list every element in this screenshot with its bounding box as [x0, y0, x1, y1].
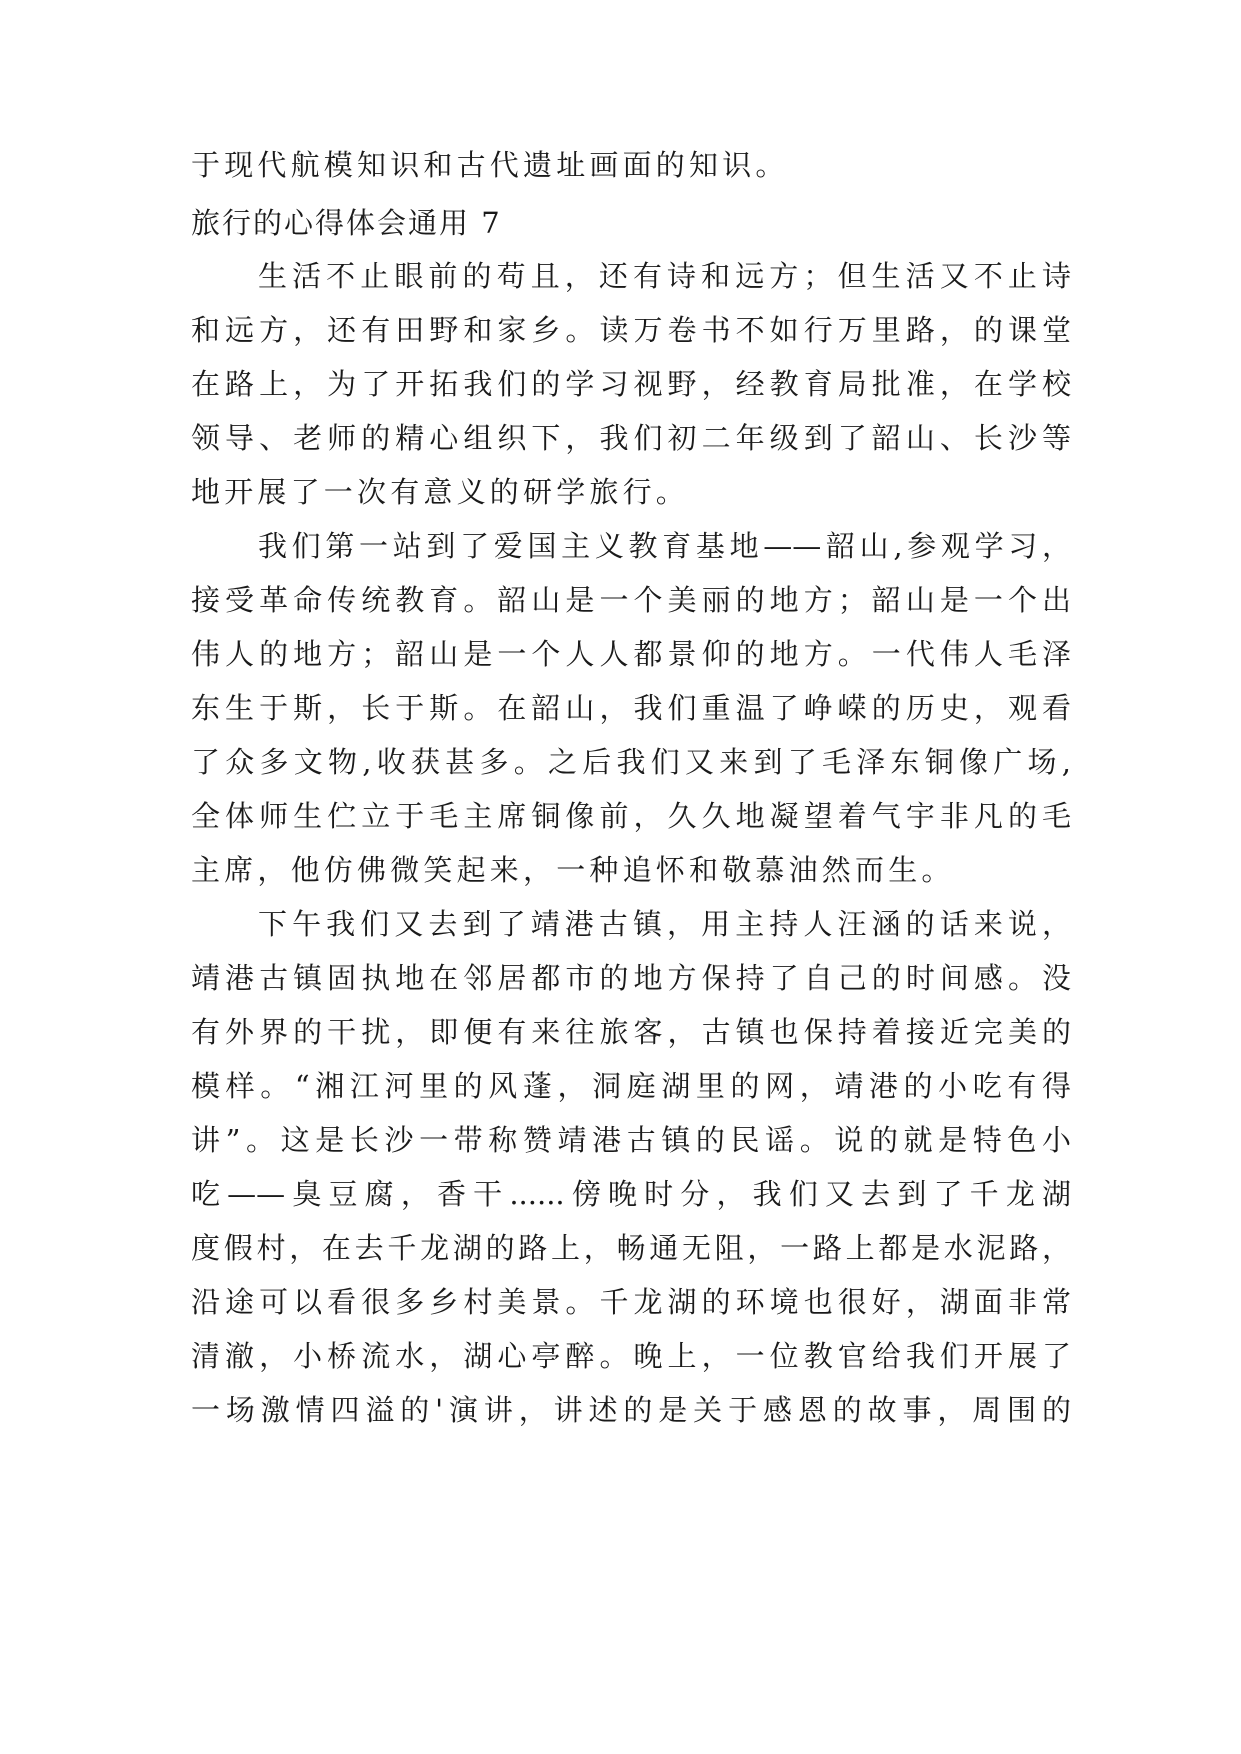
paragraph-line: 接受革命传统教育。韶山是一个美丽的地方；韶山是一个出 — [191, 583, 1071, 617]
paragraph-line: 吃——臭豆腐，香干......傍晚时分，我们又去到了千龙湖 — [191, 1177, 1071, 1211]
text-line: 于现代航模知识和古代遗址画面的知识。 — [191, 148, 789, 182]
paragraph-line: 东生于斯，长于斯。在韶山，我们重温了峥嵘的历史，观看 — [191, 691, 1071, 725]
paragraph-line: 我们第一站到了爱国主义教育基地——韶山,参观学习， — [258, 529, 1071, 563]
paragraph-line: 靖港古镇固执地在邻居都市的地方保持了自己的时间感。没 — [191, 961, 1071, 995]
paragraph-line: 一场激情四溢的'演讲，讲述的是关于感恩的故事，周围的 — [191, 1393, 1071, 1427]
paragraph-line: 了众多文物,收获甚多。之后我们又来到了毛泽东铜像广场, — [191, 745, 1071, 779]
paragraph-line: 领导、老师的精心组织下，我们初二年级到了韶山、长沙等 — [191, 421, 1071, 455]
paragraph-line: 全体师生伫立于毛主席铜像前，久久地凝望着气宇非凡的毛 — [191, 799, 1071, 833]
paragraph-line: 讲”。这是长沙一带称赞靖港古镇的民谣。说的就是特色小 — [191, 1123, 1071, 1157]
section-heading: 旅行的心得体会通用 7 — [191, 206, 502, 240]
paragraph-line: 下午我们又去到了靖港古镇，用主持人汪涵的话来说， — [258, 907, 1071, 941]
paragraph-line: 有外界的干扰，即便有来往旅客，古镇也保持着接近完美的 — [191, 1015, 1071, 1049]
paragraph-line: 生活不止眼前的苟且，还有诗和远方；但生活又不止诗 — [258, 259, 1071, 293]
paragraph-line: 清澈，小桥流水，湖心亭醉。晚上，一位教官给我们开展了 — [191, 1339, 1071, 1373]
paragraph-line: 在路上，为了开拓我们的学习视野，经教育局批准，在学校 — [191, 367, 1071, 401]
paragraph-line: 沿途可以看很多乡村美景。千龙湖的环境也很好，湖面非常 — [191, 1285, 1071, 1319]
paragraph-line: 地开展了一次有意义的研学旅行。 — [191, 475, 690, 509]
paragraph-line: 主席，他仿佛微笑起来，一种追怀和敬慕油然而生。 — [191, 853, 955, 887]
paragraph-line: 模样。“湘江河里的风蓬，洞庭湖里的网，靖港的小吃有得 — [191, 1069, 1071, 1103]
paragraph-line: 度假村，在去千龙湖的路上，畅通无阻，一路上都是水泥路， — [191, 1231, 1071, 1265]
paragraph-line: 和远方，还有田野和家乡。读万卷书不如行万里路，的课堂 — [191, 313, 1071, 347]
paragraph-line: 伟人的地方；韶山是一个人人都景仰的地方。一代伟人毛泽 — [191, 637, 1071, 671]
